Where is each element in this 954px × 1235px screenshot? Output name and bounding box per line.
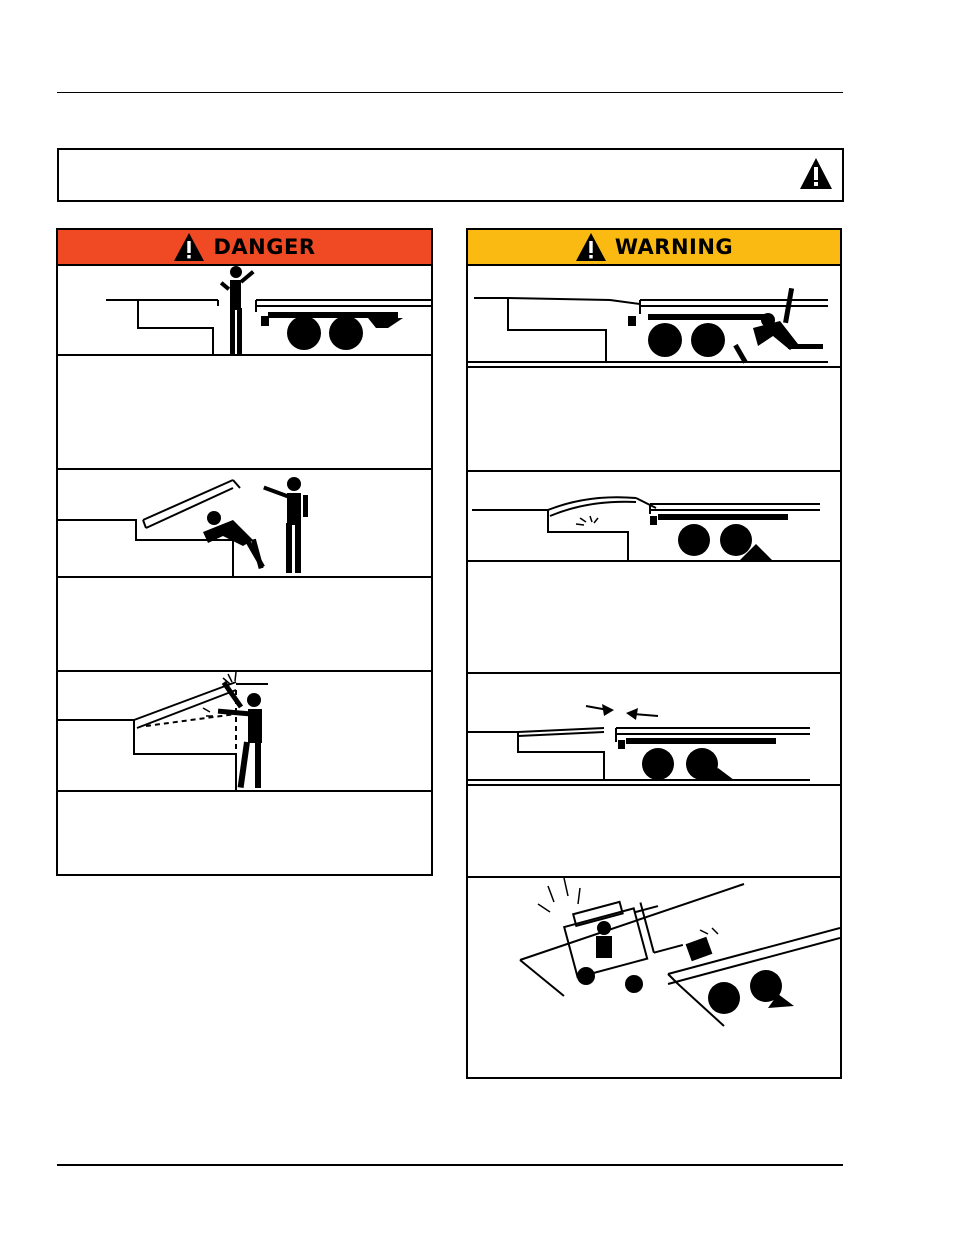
danger-illustration-person-under-leveler xyxy=(58,468,431,578)
danger-illustration-person-holding-lip xyxy=(58,670,431,792)
warning-triangle-icon xyxy=(173,232,205,262)
danger-header xyxy=(58,230,431,266)
warning-text-block-1 xyxy=(468,366,840,472)
warning-triangle-icon xyxy=(575,232,607,262)
warning-illustration-trailer-not-restrained xyxy=(468,470,840,562)
warning-illustration-person-under-trailer xyxy=(468,266,840,368)
safety-notice-box xyxy=(57,148,844,202)
warning-panel xyxy=(466,228,842,1079)
danger-text-block-3 xyxy=(58,790,431,874)
warning-triangle-icon xyxy=(798,156,834,192)
danger-panel xyxy=(56,228,433,876)
header-rule xyxy=(57,92,843,93)
footer-rule xyxy=(57,1164,843,1166)
danger-text-block-2 xyxy=(58,576,431,672)
danger-illustration-person-near-trailer xyxy=(58,266,431,356)
danger-label: DANGER xyxy=(213,235,316,259)
danger-text-block-1 xyxy=(58,354,431,470)
warning-text-block-3 xyxy=(468,784,840,878)
warning-text-block-2 xyxy=(468,560,840,674)
warning-label: WARNING xyxy=(614,235,734,259)
warning-header xyxy=(468,230,840,266)
warning-illustration-forklift-tipping xyxy=(468,876,840,1077)
warning-illustration-trailer-gap xyxy=(468,672,840,786)
